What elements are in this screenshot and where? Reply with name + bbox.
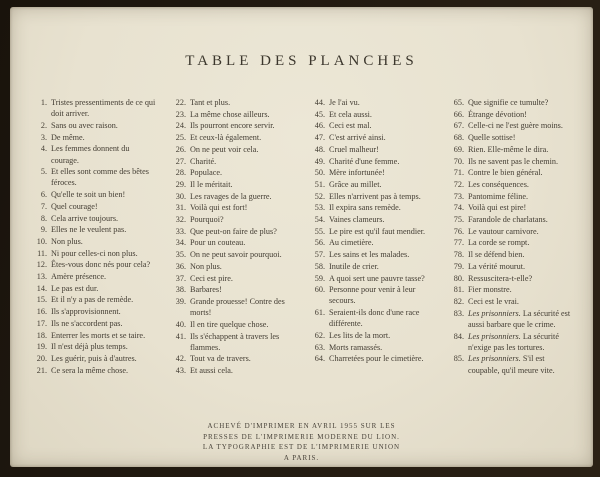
plate-number: 17.	[36, 318, 47, 328]
plate-entry	[447, 167, 573, 178]
plate-column	[30, 97, 156, 377]
plate-number: 48.	[314, 144, 325, 154]
plate-title: C'est arrivé ainsi.	[329, 133, 386, 143]
plate-number: 84.	[453, 331, 464, 341]
plate-number: 71.	[453, 168, 464, 178]
plate-title: Tristes pressentiments de ce qui doit arriver.	[51, 98, 156, 119]
plate-number: 39.	[175, 296, 186, 306]
plate-number: 63.	[314, 342, 325, 352]
plate-title: Cela arrive toujours.	[51, 213, 119, 223]
plate-column	[308, 97, 434, 377]
plate-entry	[447, 284, 573, 295]
plate-entry	[308, 132, 434, 143]
plate-title: Sans ou avec raison.	[51, 120, 118, 130]
plate-title: Il le méritait.	[190, 179, 233, 189]
plate-title: Le pire est qu'il faut mendier.	[329, 226, 426, 236]
plate-number: 32.	[175, 215, 186, 225]
plate-number: 74.	[453, 203, 464, 213]
plate-entry	[447, 97, 573, 108]
plate-number: 27.	[175, 156, 186, 166]
plate-entry	[447, 249, 573, 260]
plate-title: Ceci est pire.	[190, 273, 233, 283]
plate-number: 47.	[314, 133, 325, 143]
plate-title: Grande prouesse! Contre des morts!	[190, 296, 285, 318]
plate-number: 1.	[40, 98, 47, 107]
plate-title: Ressuscitera-t-elle?	[468, 273, 533, 283]
plate-number: 53.	[314, 203, 325, 213]
colophon	[10, 421, 593, 463]
plate-title: Je l'ai vu.	[329, 98, 360, 107]
plate-entry	[30, 341, 156, 352]
plate-title: Il expira sans remède.	[329, 203, 401, 213]
plate-entry	[30, 330, 156, 341]
plate-entry	[169, 132, 295, 143]
plate-title: Les ravages de la guerre.	[190, 191, 272, 201]
plate-title: Êtes-vous donc nés pour cela?	[51, 260, 151, 270]
plate-number: 34.	[175, 238, 186, 248]
plate-title: Il en tire quelque chose.	[190, 319, 269, 329]
plate-number: 82.	[453, 296, 464, 306]
plate-number: 59.	[314, 273, 325, 283]
plate-entry	[447, 191, 573, 202]
plate-title: Ni pour celles-ci non plus.	[51, 248, 138, 258]
plate-entry	[308, 144, 434, 155]
plate-entry	[308, 261, 434, 272]
plate-entry	[308, 307, 434, 329]
plate-entry	[308, 284, 434, 306]
plate-title: Enterrer les morts et se taire.	[51, 330, 146, 340]
plate-title: On ne peut voir cela.	[190, 144, 259, 154]
plate-title: Pourquoi?	[190, 215, 224, 225]
plate-title: Étrange dévotion!	[468, 109, 527, 119]
plate-entry	[30, 120, 156, 131]
plate-number: 13.	[36, 272, 47, 282]
plate-title: Charretées pour le cimetière.	[329, 354, 424, 364]
plate-title: Voilà qui est pire!	[468, 203, 527, 213]
plate-number: 11.	[37, 248, 47, 258]
page-title: TABLE DES PLANCHES	[185, 53, 418, 69]
plate-title: Et aussi cela.	[190, 366, 233, 376]
plate-number: 8.	[40, 213, 47, 223]
plate-title: Ceci est le vrai.	[468, 296, 519, 306]
plate-number: 51.	[314, 179, 325, 189]
plate-title: Non plus.	[51, 236, 83, 246]
plate-number: 55.	[314, 226, 325, 236]
plate-entry	[308, 202, 434, 213]
plate-entry	[308, 237, 434, 248]
plate-number: 21.	[36, 365, 47, 375]
plate-number: 73.	[453, 191, 464, 201]
plate-entry	[447, 308, 573, 330]
plate-title: Le vautour carnivore.	[468, 226, 539, 236]
plate-title: A quoi sert une pauvre tasse?	[329, 273, 425, 283]
plate-title: Ils s'approvisionnent.	[51, 307, 121, 317]
plate-title: Tout va de travers.	[190, 354, 251, 364]
plate-title: Il se défend bien.	[468, 250, 525, 260]
plate-number: 52.	[314, 191, 325, 201]
plate-entry	[308, 120, 434, 131]
plate-entry	[169, 120, 295, 131]
plate-title: Grâce au millet.	[329, 179, 382, 189]
plate-title: Qu'elle te soit un bien!	[51, 190, 126, 200]
plate-entry	[169, 296, 295, 318]
plate-title: Pantomime féline.	[468, 191, 529, 201]
plate-number: 56.	[314, 238, 325, 248]
plate-title: Amère présence.	[51, 272, 107, 282]
plate-title: Charité d'une femme.	[329, 156, 400, 166]
plate-title: Non plus.	[190, 261, 222, 271]
plate-number: 64.	[314, 354, 325, 364]
plate-entry	[30, 189, 156, 200]
book-page	[10, 7, 593, 467]
plate-title: Que peut-on faire de plus?	[190, 226, 277, 236]
plate-number: 44.	[314, 98, 325, 107]
plate-number: 79.	[453, 261, 464, 271]
plate-number: 68.	[453, 133, 464, 143]
plate-entry	[447, 331, 573, 353]
plate-number: 41.	[175, 331, 186, 341]
colophon-line: A PARIS.	[283, 453, 320, 462]
plate-entry	[30, 353, 156, 364]
plate-number: 35.	[175, 250, 186, 260]
plate-entry	[308, 109, 434, 120]
plate-number: 77.	[453, 238, 464, 248]
plate-title: Barbares!	[190, 285, 222, 295]
plate-number: 61.	[314, 308, 325, 318]
plate-number: 10.	[36, 236, 47, 246]
plate-title: Vaines clameurs.	[329, 215, 385, 225]
plate-title: Quel courage!	[51, 201, 98, 211]
plate-entry	[169, 331, 295, 353]
colophon-line: LA TYPOGRAPHIE EST DE L'IMPRIMERIE UNION	[202, 443, 401, 452]
plate-number: 50.	[314, 168, 325, 178]
plate-title: Celle-ci ne l'est guère moins.	[468, 121, 563, 131]
plate-entry	[30, 306, 156, 317]
plate-entry	[447, 144, 573, 155]
plate-entry	[30, 318, 156, 329]
plate-entry	[30, 248, 156, 259]
plate-entry	[30, 201, 156, 212]
plate-entry	[308, 156, 434, 167]
plate-number: 6.	[40, 190, 47, 200]
plate-columns	[10, 97, 593, 377]
plate-entry	[169, 353, 295, 364]
plate-entry	[169, 179, 295, 190]
plate-number: 23.	[175, 109, 186, 119]
plate-entry	[308, 179, 434, 190]
plate-title: Et ceux-là également.	[190, 133, 262, 143]
plate-number: 31.	[175, 203, 186, 213]
plate-title: Les prisonniers. La sécurité est aussi barbare que le crime.	[468, 308, 571, 329]
plate-number: 33.	[175, 226, 186, 236]
plate-number: 18.	[36, 330, 47, 340]
plate-title: La vérité mourut.	[468, 261, 526, 271]
plate-number: 78.	[453, 250, 464, 260]
plate-number: 25.	[175, 133, 186, 143]
plate-title: Le pas est dur.	[51, 283, 99, 293]
plate-number: 42.	[175, 354, 186, 364]
plate-number: 16.	[36, 307, 47, 317]
plate-number: 29.	[175, 179, 186, 189]
plate-title: Quelle sottise!	[468, 133, 516, 143]
plate-title: Rien. Elle-même le dira.	[468, 144, 549, 154]
plate-number: 85.	[453, 354, 464, 364]
plate-title: Tant et plus.	[190, 98, 231, 107]
plate-title: Les prisonniers. La sécurité n'exige pas les tortures.	[468, 331, 559, 352]
plate-title: Ils ne savent pas le chemin.	[468, 156, 559, 166]
plate-entry	[447, 226, 573, 237]
plate-title: Ceci est mal.	[329, 121, 372, 131]
plate-title: Ils ne s'accordent pas.	[51, 318, 123, 328]
plate-entry	[30, 259, 156, 270]
plate-entry	[169, 237, 295, 248]
plate-number: 38.	[175, 285, 186, 295]
plate-entry	[30, 143, 156, 165]
plate-title: Contre le bien général.	[468, 168, 543, 178]
plate-number: 12.	[36, 260, 47, 270]
plate-entry	[30, 213, 156, 224]
plate-title: Elles n'arrivent pas à temps.	[329, 191, 421, 201]
plate-entry	[30, 224, 156, 235]
plate-number: 75.	[453, 215, 464, 225]
plate-entry	[308, 214, 434, 225]
plate-number: 57.	[314, 250, 325, 260]
plate-entry	[308, 273, 434, 284]
plate-entry	[169, 226, 295, 237]
plate-title: Les prisonniers. S'il est coupable, qu'il meure vite.	[468, 354, 555, 375]
plate-title: Les conséquences.	[468, 179, 529, 189]
plate-entry	[169, 144, 295, 155]
plate-title: Les lits de la mort.	[329, 331, 391, 341]
plate-entry	[30, 166, 156, 188]
plate-column	[169, 97, 295, 377]
plate-title: Et elles sont comme des bêtes féroces.	[51, 167, 149, 188]
plate-entry	[447, 273, 573, 284]
plate-entry	[169, 365, 295, 376]
plate-entry	[308, 167, 434, 178]
plate-title: Elles ne le veulent pas.	[51, 225, 127, 235]
plate-entry	[308, 330, 434, 341]
plate-number: 14.	[36, 283, 47, 293]
plate-column	[447, 97, 573, 377]
plate-entry	[30, 236, 156, 247]
plate-entry	[30, 365, 156, 376]
plate-entry	[30, 294, 156, 305]
plate-entry	[30, 283, 156, 294]
plate-title: Et cela aussi.	[329, 109, 372, 119]
plate-number: 65.	[453, 98, 464, 107]
plate-number: 58.	[314, 261, 325, 271]
plate-entry	[169, 191, 295, 202]
plate-entry	[447, 214, 573, 225]
plate-entry	[169, 319, 295, 330]
plate-number: 30.	[175, 191, 186, 201]
plate-entry	[169, 214, 295, 225]
plate-entry	[169, 202, 295, 213]
plate-entry	[169, 273, 295, 284]
plate-title: Voilà qui est fort!	[190, 203, 248, 213]
plate-title: De même.	[51, 132, 85, 142]
plate-number: 3.	[40, 132, 47, 142]
plate-entry	[169, 97, 295, 108]
plate-title: Les guérir, puis à d'autres.	[51, 353, 137, 363]
plate-entry	[447, 237, 573, 248]
plate-number: 22.	[175, 98, 186, 107]
plate-entry	[169, 156, 295, 167]
plate-entry	[447, 120, 573, 131]
plate-entry	[308, 249, 434, 260]
plate-number: 72.	[453, 179, 464, 189]
plate-entry	[447, 296, 573, 307]
plate-entry	[447, 132, 573, 143]
plate-number: 69.	[453, 144, 464, 154]
plate-entry	[308, 191, 434, 202]
plate-title: La corde se rompt.	[468, 238, 530, 248]
plate-entry	[30, 97, 156, 119]
plate-title: Charité.	[190, 156, 217, 166]
plate-entry	[308, 342, 434, 353]
plate-number: 70.	[453, 156, 464, 166]
plate-number: 83.	[453, 308, 464, 318]
plate-title: Les sains et les malades.	[329, 250, 410, 260]
plate-number: 67.	[453, 121, 464, 131]
plate-number: 15.	[36, 295, 47, 305]
plate-title: Cruel malheur!	[329, 144, 379, 154]
plate-title: Personne pour venir à leur secours.	[329, 285, 416, 306]
plate-number: 5.	[40, 167, 47, 177]
plate-entry	[30, 271, 156, 282]
plate-entry	[447, 109, 573, 120]
plate-number: 66.	[453, 109, 464, 119]
plate-entry	[30, 132, 156, 143]
plate-title: On ne peut savoir pourquoi.	[190, 250, 282, 260]
plate-number: 43.	[175, 366, 186, 376]
colophon-line: PRESSES DE L'IMPRIMERIE MODERNE DU LION.	[203, 432, 400, 441]
plate-title: Inutile de crier.	[329, 261, 379, 271]
plate-number: 36.	[175, 261, 186, 271]
plate-entry	[308, 226, 434, 237]
plate-number: 40.	[175, 319, 186, 329]
plate-entry	[447, 202, 573, 213]
plate-title: Au cimetière.	[329, 238, 374, 248]
plate-number: 9.	[40, 225, 47, 235]
plate-entry	[447, 261, 573, 272]
plate-number: 7.	[40, 201, 47, 211]
plate-entry	[169, 284, 295, 295]
plate-number: 80.	[453, 273, 464, 283]
plate-entry	[447, 353, 573, 375]
plate-number: 54.	[314, 215, 325, 225]
plate-entry	[169, 109, 295, 120]
plate-entry	[169, 167, 295, 178]
plate-number: 28.	[175, 168, 186, 178]
plate-number: 81.	[453, 285, 464, 295]
plate-title: Populace.	[190, 168, 223, 178]
colophon-line: ACHEVÉ D'IMPRIMER EN AVRIL 1955 SUR LES	[207, 422, 396, 431]
plate-number: 60.	[314, 285, 325, 295]
plate-number: 49.	[314, 156, 325, 166]
plate-number: 62.	[314, 331, 325, 341]
plate-number: 4.	[40, 144, 47, 154]
plate-title: Pour un couteau.	[190, 238, 246, 248]
plate-title: La même chose ailleurs.	[190, 109, 270, 119]
plate-number: 76.	[453, 226, 464, 236]
plate-entry	[169, 249, 295, 260]
plate-title: Mère infortunée!	[329, 168, 385, 178]
plate-number: 24.	[175, 121, 186, 131]
plate-title: Les femmes donnent du courage.	[51, 144, 130, 165]
plate-title: Et il n'y a pas de remède.	[51, 295, 134, 305]
plate-entry	[308, 97, 434, 108]
plate-number: 46.	[314, 121, 325, 131]
plate-title: Fier monstre.	[468, 285, 512, 295]
plate-title: Il n'est déjà plus temps.	[51, 342, 128, 352]
plate-number: 26.	[175, 144, 186, 154]
plate-title: Ce sera la même chose.	[51, 365, 129, 375]
plate-entry	[447, 156, 573, 167]
plate-number: 45.	[314, 109, 325, 119]
plate-title: Morts ramassés.	[329, 342, 383, 352]
plate-entry	[169, 261, 295, 272]
plate-title: Farandole de charlatans.	[468, 215, 548, 225]
plate-number: 19.	[36, 342, 47, 352]
plate-title: Seraient-ils donc d'une race différente.	[329, 308, 420, 329]
plate-title: Ils pourront encore servir.	[190, 121, 275, 131]
plate-entry	[308, 353, 434, 364]
plate-number: 20.	[36, 353, 47, 363]
plate-title: Que signifie ce tumulte?	[468, 98, 549, 107]
plate-title: Ils s'échappent à travers les flammes.	[190, 331, 280, 352]
plate-entry	[447, 179, 573, 190]
plate-number: 37.	[175, 273, 186, 283]
plate-number: 2.	[40, 120, 47, 130]
